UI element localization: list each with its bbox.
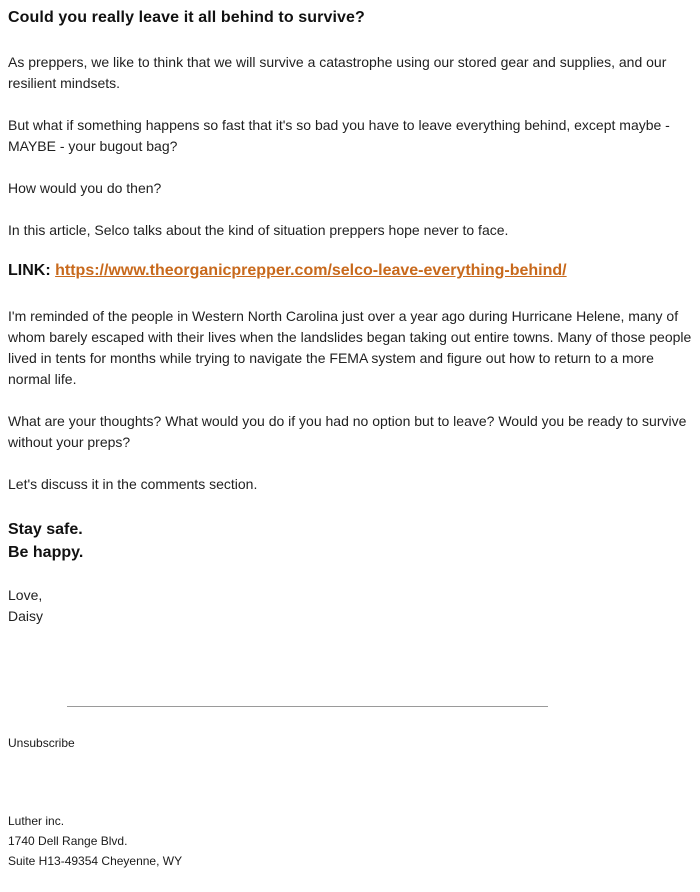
paragraph-article-intro: In this article, Selco talks about the kind of situation preppers hope never to face. <box>8 222 509 238</box>
email-title: Could you really leave it all behind to survive? <box>8 9 365 26</box>
paragraph-question: How would you do then? <box>8 180 162 196</box>
paragraph-hurricane-helene: I'm reminded of the people in Western North Carolina just over a year ago during Hurricane Helene, many of whom barely escaped with their lives when the landslides began taking out entire towns. Many of those people lived in tents for months while trying to navigate the FEMA system and figure out how to return to a more normal life. <box>8 308 692 387</box>
link-label: LINK: <box>8 262 56 279</box>
article-link[interactable]: https://www.theorganicprepper.com/selco-leave-everything-behind/ <box>55 262 567 279</box>
signoff-stay-safe: Stay safe. <box>8 521 83 538</box>
closing-love: Love, <box>8 587 43 603</box>
footer-street: 1740 Dell Range Blvd. <box>8 834 128 848</box>
footer-company: Luther inc. <box>8 814 65 828</box>
paragraph-discuss: Let's discuss it in the comments section. <box>8 476 258 492</box>
paragraph-thoughts: What are your thoughts? What would you do if you had no option but to leave? Would you be ready to survive without your preps? <box>8 413 687 450</box>
unsubscribe-link[interactable]: Unsubscribe <box>8 736 75 750</box>
article-link-line <box>8 262 567 280</box>
footer-divider <box>67 706 548 707</box>
footer-suite-city: Suite H13-49354 Cheyenne, WY <box>8 854 183 868</box>
paragraph-what-if: But what if something happens so fast that it's so bad you have to leave everything behind, except maybe - MAYBE - your bugout bag? <box>8 117 670 154</box>
closing-signature: Daisy <box>8 608 44 624</box>
paragraph-intro: As preppers, we like to think that we will survive a catastrophe using our stored gear and supplies, and our resilient mindsets. <box>8 54 667 91</box>
signoff-be-happy: Be happy. <box>8 544 84 561</box>
